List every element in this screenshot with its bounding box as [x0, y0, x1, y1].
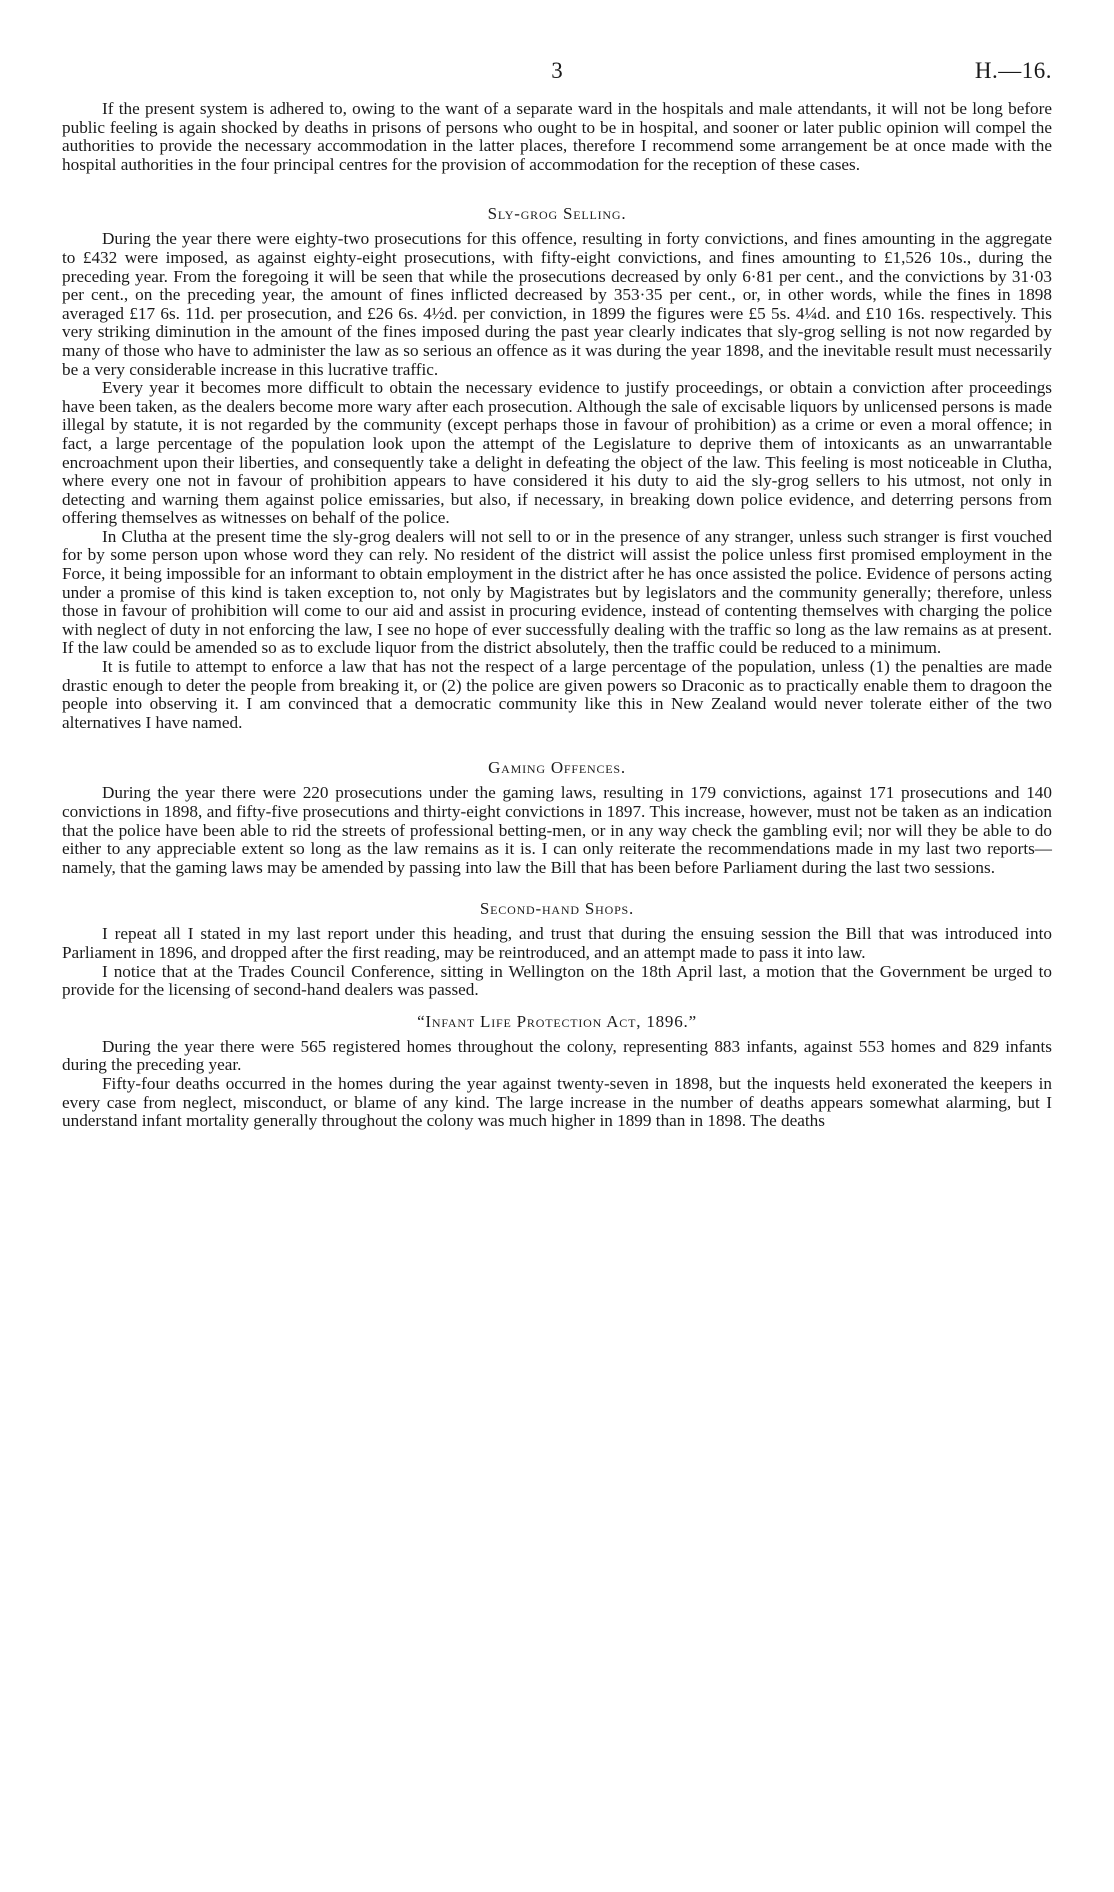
page-header — [62, 58, 1052, 94]
document-page — [62, 58, 1052, 1131]
paper-reference: H.—16. — [974, 58, 1052, 83]
section-heading: Sly-grog Selling. — [487, 204, 627, 224]
section-heading: “Infant Life Protection Act, 1896.” — [417, 1011, 697, 1031]
paragraph: During the year there were 220 prosecutions under the gaming laws, resulting in 179 convictions, against 171 prosecutions and 140 convictions in 1898, and fifty-five prosecutions and thirty-eight convictions in 1897. This increase, however, must not be taken as an indication that the police have been able to rid the streets of professional betting-men, or in any way check the gambling evil; nor will they be able to do either to any appreciable extent so long as the law remains as it is. I can only reiterate the recommendations made in my last two reports—namely, that the gaming laws may be amended by passing into law the Bill that has been before Parliament during the last two sessions. — [62, 783, 1052, 877]
paragraph: It is futile to attempt to enforce a law that has not the respect of a large percentage of the population, unless (1) the penalties are made drastic enough to deter the people from breaking it, or (2) the police are given powers so Draconic as to practically enable them to dragoon the people into observing it. I am convinced that a democratic community like this in New Zealand would never tolerate either of the two alternatives I have named. — [62, 657, 1052, 732]
paragraph: I repeat all I stated in my last report under this heading, and trust that during the ensuing session the Bill that was introduced into Parliament in 1896, and dropped after the first reading, may be reintroduced, and an attempt made to pass it into law. — [62, 924, 1052, 962]
page-number: 3 — [551, 58, 563, 83]
paragraph: During the year there were eighty-two prosecutions for this offence, resulting in forty convictions, and fines amounting in the aggregate to £432 were imposed, as against eighty-eight prosecutions, with fifty-eight convictions, and fines amounting to £1,526 10s., during the preceding year. From the foregoing it will be seen that while the prosecutions decreased by only 6·81 per cent., and the convictions by 31·03 per cent., on the preceding year, the amount of fines inflicted decreased by 353·35 per cent., or, in other words, while the fines in 1898 averaged £17 6s. 11d. per prosecution, and £26 6s. 4½d. per conviction, in 1899 the figures were £5 5s. 4¼d. and £10 16s. respectively. This very striking diminution in the amount of the fines imposed during the past year clearly indicates that sly-grog selling is not now regarded by many of those who have to administer the law as so serious an offence as it was during the year 1898, and the inevitable result must necessarily be a very considerable increase in this lucrative traffic. — [62, 229, 1052, 379]
intro-section — [62, 100, 1052, 174]
gaming-section — [62, 758, 1052, 877]
paragraph: During the year there were 565 registered homes throughout the colony, representing 883 infants, against 553 homes and 829 infants during the preceding year. — [62, 1036, 1052, 1075]
section-heading: Gaming Offences. — [488, 758, 626, 778]
sly-grog-section — [62, 204, 1052, 732]
paragraph: I notice that at the Trades Council Conference, sitting in Wellington on the 18th April last, a motion that the Government be urged to provide for the licensing of second-hand dealers was passed. — [62, 961, 1052, 1000]
infant-life-section — [62, 1012, 1052, 1131]
second-hand-section — [62, 899, 1052, 999]
paragraph: In Clutha at the present time the sly-grog dealers will not sell to or in the presence of any stranger, unless such stranger is first vouched for by some person upon whose word they can rely. No resident of the district will assist the police unless first promised employment in the Force, it being impossible for an informant to obtain employment in the district after he has once assisted the police. Evidence of persons acting under a promise of this kind is taken exception to, not only by Magistrates but by legislators and the community generally; therefore, unless those in favour of prohibition will come to our aid and assist in procuring evidence, instead of contenting themselves with charging the police with neglect of duty in not enforcing the law, I see no hope of ever successfully dealing with the traffic so long as the law remains as at present. If the law could be amended so as to exclude liquor from the district absolutely, then the traffic could be reduced to a minimum. — [62, 526, 1052, 658]
paragraph: Every year it becomes more difficult to obtain the necessary evidence to justify proceedings, or obtain a conviction after proceedings have been taken, as the dealers become more wary after each prosecution. Although the sale of excisable liquors by unlicensed persons is made illegal by statute, it is not regarded by the community (except perhaps those in favour of prohibition) as a crime or even a moral offence; in fact, a large percentage of the population look upon the attempt of the Legislature to deprive them of intoxicants as an unwarrantable encroachment upon their liberties, and consequently take a delight in defeating the object of the law. This feeling is most noticeable in Clutha, where every one not in favour of prohibition appears to have considered it his duty to aid the sly-grog sellers to his utmost, not only in detecting and warning them against police emissaries, but also, if necessary, in breaking down police evidence, and deterring persons from offering themselves as witnesses on behalf of the police. — [62, 378, 1052, 528]
section-heading: Second-hand Shops. — [479, 899, 635, 919]
paragraph: Fifty-four deaths occurred in the homes during the year against twenty-seven in 1898, but the inquests held exonerated the keepers in every case from neglect, misconduct, or blame of any kind. The large increase in the number of deaths appears somewhat alarming, but I understand infant mortality generally throughout the colony was much higher in 1899 than in 1898. The deaths — [62, 1073, 1052, 1131]
paragraph: If the present system is adhered to, owing to the want of a separate ward in the hospitals and male attendants, it will not be long before public feeling is again shocked by deaths in prisons of persons who ought to be in hospital, and sooner or later public opinion will compel the authorities to provide the necessary accommodation in the latter places, therefore I recommend some arrangement be at once made with the hospital authorities in the four principal centres for the provision of accommodation for the reception of these cases. — [62, 99, 1052, 174]
